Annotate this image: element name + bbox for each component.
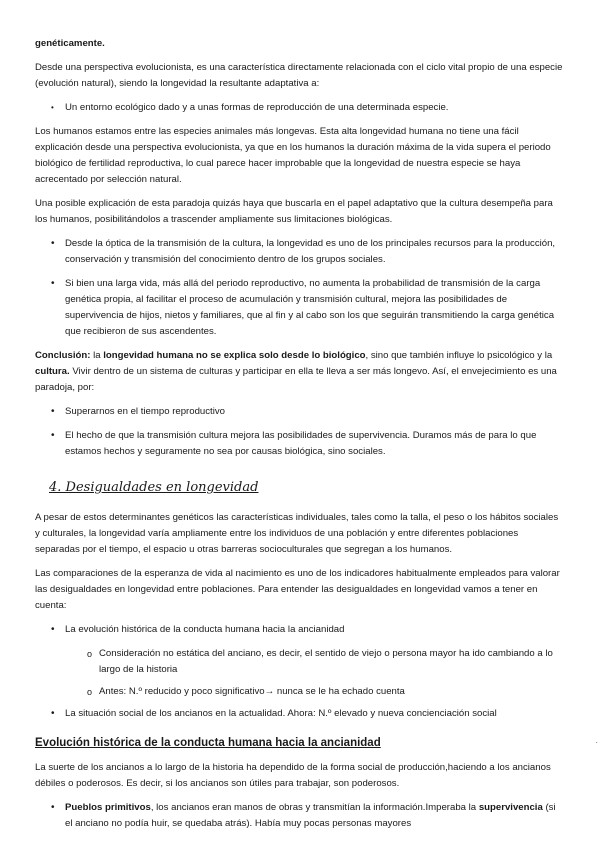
bullet-list-5 — [35, 800, 565, 832]
bullet-list-4 — [35, 622, 565, 722]
list-item: • Pueblos primitivos, los ancianos eran manos de obras y transmitían la información.Imperaba la supervivencia (si el anciano no podía huir, se quedaba atrás). Había muy pocas personas mayores — [35, 800, 565, 832]
sub-list-item: o Antes: N.º reducido y poco significativo→ nunca se le ha echado cuenta — [35, 684, 565, 700]
list-item: • La evolución histórica de la conducta humana hacia la ancianidad — [35, 622, 565, 638]
paragraph-4: A pesar de estos determinantes genéticos las características individuales, tales como la talla, el peso o los hábitos sociales y culturales, la longevidad varía ampliamente entre los individuos de una población y entre diferentes poblaciones separadas por el tiempo, el espacio u otras barreras socioculturales que segregan a los humanos. — [35, 512, 559, 555]
paragraph-5: Las comparaciones de la esperanza de vida al nacimiento es uno de los indicadores habitualmente empleados para valorar las desigualdades en longevidad entre poblaciones. Para entender las desigualdades en longevidad vamos a tener en cuenta: — [35, 568, 560, 611]
list-item: • Si bien una larga vida, más allá del periodo reproductivo, no aumenta la probabilidad de transmisión de la carga genética propia, al facilitar el proceso de acumulación y transmisión cultural, mejora las posibilidades de supervivencia de hijos, nietos y familiares, que al fin y al cabo son los que seguirán transmitiendo la carga genética que recibieron de sus ascendentes. — [35, 276, 565, 340]
margin-mark: · — [595, 738, 598, 747]
list-item: • La situación social de los ancianos en la actualidad. Ahora: N.º elevado y nueva concienciación social — [35, 706, 565, 722]
document-page — [35, 36, 565, 840]
list-item: • Desde la óptica de la transmisión de la cultura, la longevidad es uno de los principales recursos para la producción, conservación y transmisión del conocimiento dentro de los grupos sociales. — [35, 236, 565, 268]
paragraph-1: Desde una perspectiva evolucionista, es una característica directamente relacionada con el ciclo vital propio de una especie (evolución natural), siendo la longevidad la resultante adaptativa a: — [35, 62, 563, 89]
conclusion-paragraph: Conclusión: la longevidad humana no se explica solo desde lo biológico, sino que también influye lo psicológico y la cultura. Vivir dentro de un sistema de culturas y participar en ella te lleva a ser más longevo. Así, el envejecimiento es una paradoja, por: — [35, 350, 557, 393]
bullet-list-3 — [35, 404, 565, 460]
bullet-list-2 — [35, 236, 565, 340]
paragraph-top: genéticamente. — [35, 38, 105, 49]
list-item: • Un entorno ecológico dado y a unas formas de reproducción de una determinada especie. — [35, 100, 565, 116]
heading-desigualdades: 4. Desigualdades en longevidad — [49, 480, 259, 495]
paragraph-3: Una posible explicación de esta paradoja quizás haya que buscarla en el papel adaptativo que la cultura desempeña para los humanos, posibilitándolos a trascender ampliamente sus limitaciones biológicas. — [35, 198, 553, 225]
sub-list-item: o Consideración no estática del anciano, es decir, el sentido de viejo o persona mayor ha ido cambiando a lo largo de la historia — [35, 646, 565, 678]
list-item: • Superarnos en el tiempo reproductivo — [35, 404, 565, 420]
section-heading: Evolución histórica de la conducta humana hacia la ancianidad — [35, 737, 381, 749]
bullet-list-1 — [35, 100, 565, 116]
list-item: • El hecho de que la transmisión cultura mejora las posibilidades de supervivencia. Duramos más de para lo que estamos hechos y seguramente no sea por causas biológica, sino sociales. — [35, 428, 565, 460]
paragraph-6: La suerte de los ancianos a lo largo de la historia ha dependido de la forma social de producción,haciendo a los ancianos débiles o poderosos. Es decir, si los ancianos son útiles para trabajar, son poderosos. — [35, 762, 551, 789]
paragraph-2: Los humanos estamos entre las especies animales más longevas. Esta alta longevidad humana no tiene una fácil explicación desde una perspectiva evolucionista, ya que en los humanos la duración máxima de la vida supera el periodo biológico de fertilidad reproductiva, lo cual parece hacer improbable que la longevidad de nuestra especie se haya acrecentado por selección natural. — [35, 126, 551, 185]
